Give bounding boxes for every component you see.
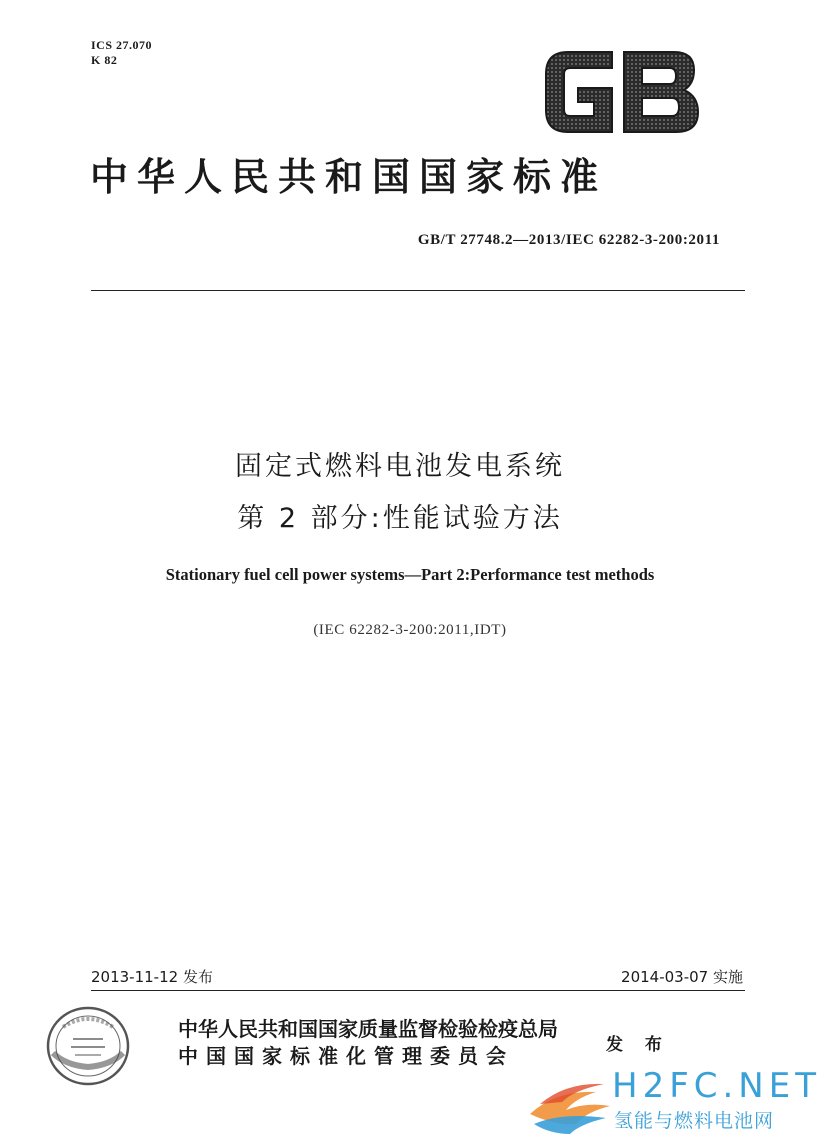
standard-number: GB/T 27748.2—2013/IEC 62282-3-200:2011: [417, 232, 720, 248]
watermark-title: H2FC.NET: [612, 1066, 821, 1106]
standard-title: 中华人民共和国国家标准: [90, 155, 608, 199]
gb-logo: [538, 42, 704, 142]
library-stamp: [43, 1003, 133, 1089]
document-title-cn-line1: 固定式燃料电池发电系统: [235, 451, 565, 482]
issuer-line2: 中国国家标准化管理委员会: [178, 1044, 514, 1068]
ccs-code: K 82: [91, 53, 118, 67]
issue-date: 2013-11-12 发布: [91, 968, 213, 986]
ics-code: ICS 27.070: [91, 38, 153, 52]
bottom-divider: [91, 990, 745, 991]
document-title-en: Stationary fuel cell power systems—Part 2:Performance test methods: [165, 565, 655, 584]
issuer-line1: 中华人民共和国国家质量监督检验检疫总局: [178, 1017, 558, 1041]
watermark-subtitle: 氢能与燃料电池网: [614, 1110, 775, 1132]
iec-equivalence: (IEC 62282-3-200:2011,IDT): [313, 622, 507, 638]
implementation-date: 2014-03-07 实施: [621, 968, 743, 986]
top-divider: [91, 290, 745, 291]
document-title-cn-line2: 第 2 部分:性能试验方法: [237, 503, 563, 534]
issue-action: 发 布: [606, 1035, 670, 1055]
